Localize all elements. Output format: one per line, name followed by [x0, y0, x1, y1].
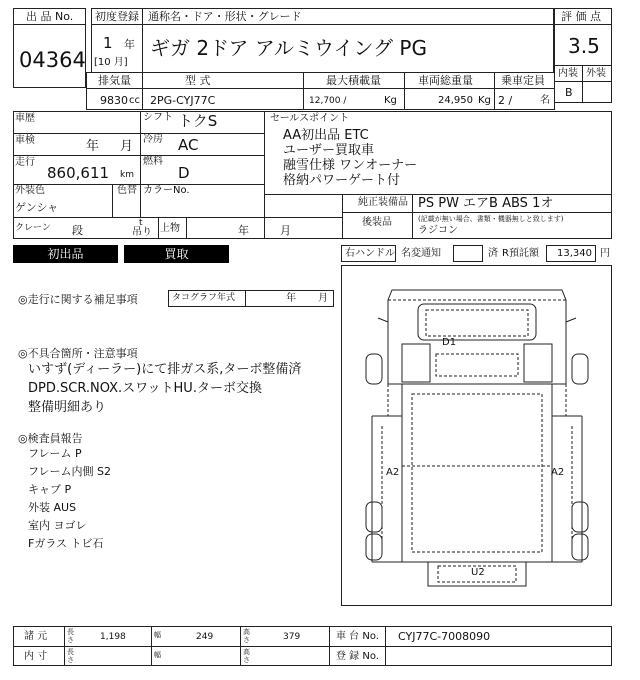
damage-mark: U2	[471, 567, 485, 578]
fuel: D	[178, 164, 190, 182]
inspector-line: フレーム P	[28, 447, 82, 460]
first-reg-month: [10 月]	[94, 57, 128, 68]
ac-label: 冷房	[143, 134, 163, 145]
in-length-label: 長さ	[67, 648, 74, 664]
inspection-diagram	[341, 265, 612, 606]
recycle-label: 済	[488, 248, 498, 259]
height-label: 高さ	[243, 628, 250, 644]
super-month-unit: 月	[280, 224, 291, 237]
sales-point: 融雪仕様 ワンオーナー	[283, 158, 418, 173]
shift-label: シフト	[143, 112, 173, 123]
defect-line: 整備明細あり	[28, 400, 107, 415]
inspection-label: 車検	[15, 135, 35, 146]
recycle-unit: 円	[600, 248, 610, 259]
defect-line: DPD.SCR.NOX.スワットHU.ターボ交換	[28, 381, 262, 396]
tacho-month-unit: 月	[318, 293, 328, 304]
sales-point: ユーザー買取車	[283, 143, 375, 158]
type-label: 型 式	[185, 74, 211, 87]
sales-point: 格納パワーゲート付	[283, 173, 401, 188]
genuine-equipment: PS PW エアB ABS 1オ	[418, 196, 554, 211]
interior-dims-label: 内 寸	[24, 651, 48, 662]
exterior-label: 外装	[586, 68, 606, 79]
mileage: 860,611	[47, 164, 110, 182]
purchase-bar: 買取	[124, 245, 229, 263]
defects-title: ◎不具合箇所・注意事項	[18, 347, 138, 360]
dims-label: 諸 元	[24, 631, 48, 642]
chassis: CYJ77C-7008090	[398, 630, 491, 643]
max-load-label: 最大積載量	[326, 74, 381, 87]
interior-grade: B	[565, 86, 573, 99]
model-name: ギガ 2ドア アルミウイング PG	[150, 36, 427, 60]
truck-outline	[342, 266, 611, 605]
first-listing-bar: 初出品	[13, 245, 118, 263]
first-reg-label: 初度登録	[95, 10, 139, 23]
ac: AC	[178, 136, 199, 154]
model-label: 通称名・ドア・形状・グレード	[148, 10, 302, 23]
height: 379	[283, 632, 301, 642]
first-reg-year: 1	[103, 34, 113, 52]
crane-lift-unit: 吊り	[132, 227, 152, 238]
inspector-line: Fガラス トビ石	[28, 537, 104, 550]
tacho-label: タコグラフ年式	[172, 293, 236, 303]
inspector-title: ◎検査員報告	[18, 432, 83, 445]
type: 2PG-CYJ77C	[150, 94, 216, 107]
grade-label: 評 価 点	[561, 10, 601, 23]
grade: 3.5	[568, 34, 600, 58]
crane-ton-unit: t	[139, 218, 143, 228]
sales-point: AA初出品 ETC	[283, 128, 369, 143]
defect-line: いすず(ディーラー)にて排ガス系,ターボ整備済	[28, 362, 302, 377]
right-hand-label: 右ハンドル	[345, 248, 395, 259]
crane-label: クレーン	[15, 223, 51, 233]
in-width-label: 幅	[154, 651, 161, 659]
first-reg-year-unit: 年	[124, 38, 135, 51]
inspector-line: キャブ P	[28, 483, 72, 496]
name-change-box	[453, 245, 483, 262]
gross-weight: 24,950	[438, 95, 473, 106]
fuel-label: 燃料	[143, 156, 163, 167]
name-change-label: 名変通知	[401, 248, 441, 259]
capacity-label: 乗車定員	[501, 74, 545, 87]
chassis-label: 車 台 No.	[336, 631, 379, 642]
max-load-unit: Kg	[384, 95, 397, 106]
damage-mark: A2	[386, 467, 400, 478]
ext-color: ゲンシャ	[15, 201, 59, 214]
aftermarket-note: (記載が無い場合、書類・機器無しと致します)	[418, 215, 564, 223]
super-year-unit: 年	[238, 224, 249, 237]
exterior-grade-box	[582, 81, 612, 103]
gross-weight-label: 車両総重量	[418, 74, 473, 87]
color-code-label: カラーNo.	[143, 185, 190, 196]
inspection-month-unit: 月	[120, 139, 134, 154]
length-label: 長さ	[67, 628, 74, 644]
aftermarket-label: 後装品	[362, 217, 392, 228]
capacity: 2 /	[498, 94, 513, 107]
mileage-label: 走行	[15, 157, 35, 168]
color-no-label: 色替	[117, 185, 137, 196]
superstructure-label: 上物	[160, 223, 180, 234]
shift: トクS	[178, 112, 218, 130]
in-height-label: 高さ	[243, 648, 250, 664]
damage-mark: D1	[442, 337, 457, 348]
tacho-year-unit: 年	[286, 293, 296, 304]
gross-weight-unit: Kg	[478, 95, 491, 106]
capacity-unit: 名	[540, 95, 550, 106]
inspector-line: 室内 ヨゴレ	[28, 519, 87, 532]
superstructure-row	[264, 217, 343, 239]
aftermarket: ラジコン	[418, 225, 458, 236]
displacement-label: 排気量	[98, 74, 131, 87]
recycle-deposit: 13,340	[557, 248, 592, 259]
crane-stage-unit: 段	[72, 224, 83, 237]
displacement-unit: cc	[129, 95, 140, 106]
displacement: 9830	[100, 94, 128, 107]
interior-label: 内装	[558, 68, 578, 79]
max-load: 12,700 /	[309, 96, 347, 106]
genuine-label: 純正装備品	[358, 197, 408, 208]
length: 1,198	[100, 632, 126, 642]
sales-points-title: セールスポイント	[270, 113, 350, 124]
inspection-year-unit: 年	[86, 139, 100, 154]
lot-no-label: 出 品 No.	[26, 10, 74, 23]
inspector-line: 外装 AUS	[28, 501, 77, 514]
inspector-line: フレーム内側 S2	[28, 465, 112, 478]
width: 249	[196, 632, 214, 642]
reg-label: 登 録 No.	[336, 651, 379, 662]
recycle-deposit-label: R預託額	[502, 248, 539, 259]
spec-label-row	[86, 72, 555, 89]
history-label: 車歴	[15, 113, 35, 124]
ext-color-label: 外装色	[15, 185, 45, 196]
width-label: 幅	[154, 631, 161, 639]
driving-notes-title: ◎走行に関する補足事項	[18, 293, 138, 306]
lot-no: 04364	[19, 48, 86, 72]
mileage-unit: km	[120, 170, 134, 180]
damage-mark: A2	[551, 467, 565, 478]
